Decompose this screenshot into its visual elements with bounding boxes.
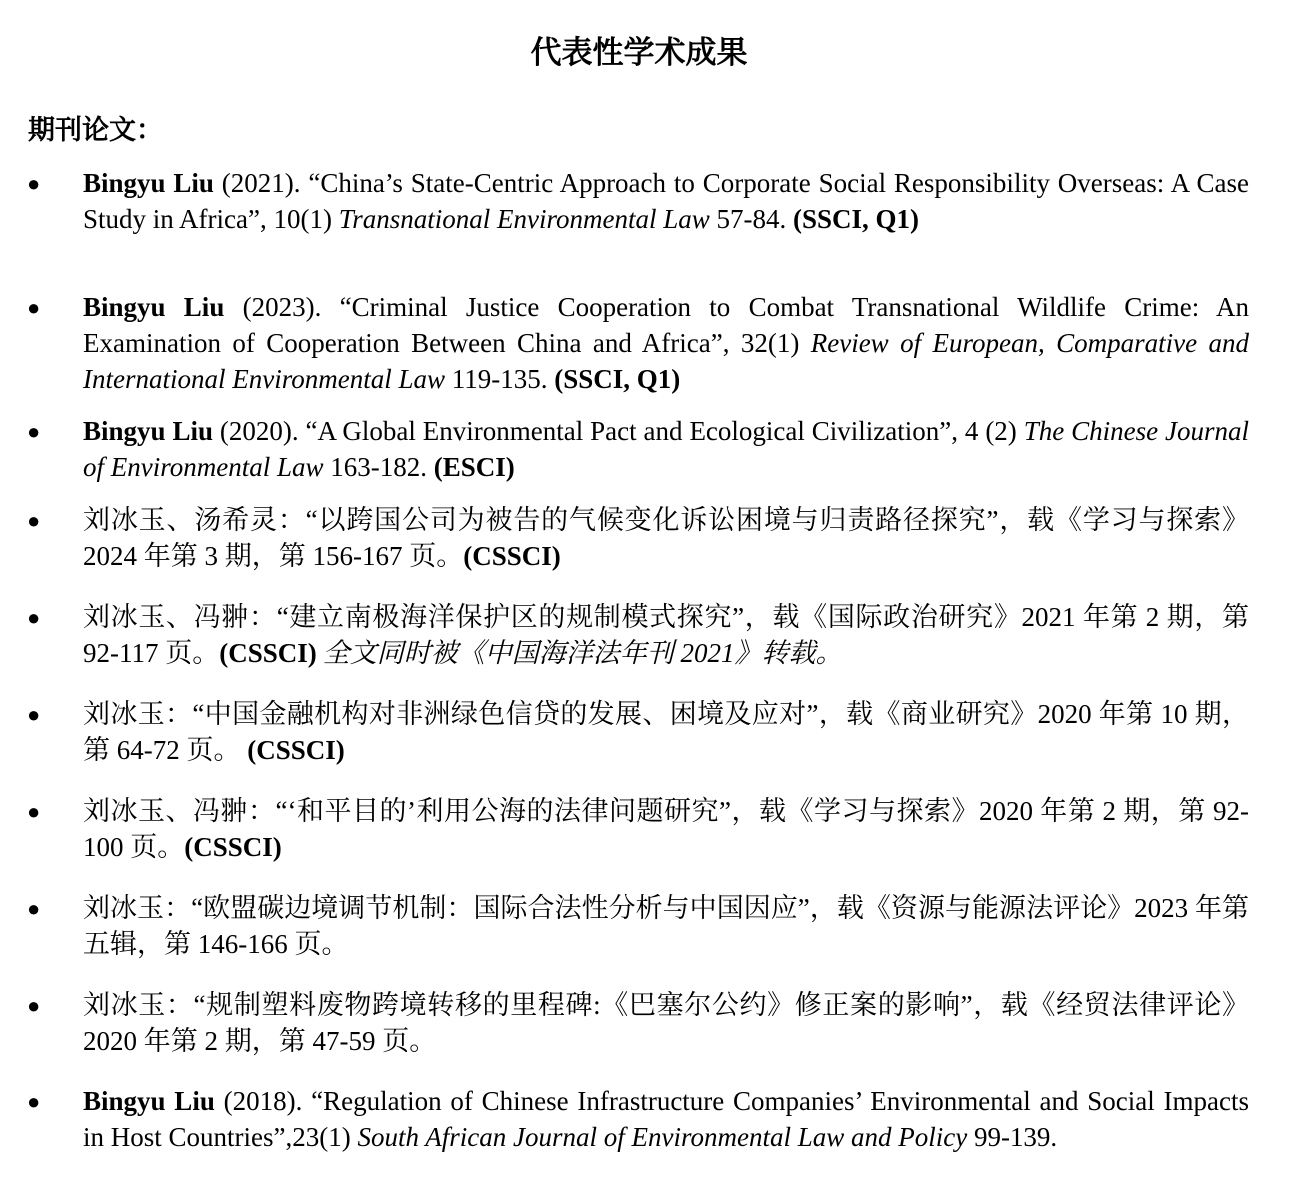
publication-note: 全文同时被《中国海洋法年刊 2021》转载。 <box>322 638 843 668</box>
publication-index: (CSSCI) <box>219 638 317 668</box>
publication-item <box>27 289 1250 397</box>
bullet-icon: ● <box>27 508 41 533</box>
publication-index: (SSCI, Q1) <box>554 364 681 394</box>
publication-index: (ESCI) <box>433 452 515 482</box>
bullet-icon: ● <box>27 419 41 444</box>
publication-index: (CSSCI) <box>463 541 561 571</box>
publication-item <box>27 413 1250 485</box>
bullet-icon: ● <box>27 605 41 630</box>
publication-index: (CSSCI) <box>184 832 282 862</box>
publication-citation: (2018). “Regulation of Chinese Infrastructure Companies’ Environmental and Social Impacts in Host Countries”,23(1) <box>83 1086 1249 1152</box>
publication-item <box>27 696 1249 768</box>
publication-item <box>27 165 1249 237</box>
publication-author: Bingyu Liu <box>83 292 225 322</box>
publication-journal: The Chinese Journal of Environmental Law <box>83 416 1250 482</box>
publication-pages: 99-139. <box>967 1122 1058 1152</box>
publication-journal: South African Journal of Environmental Law and Policy <box>357 1122 968 1152</box>
publication-citation: 刘冰玉、汤希灵：“以跨国公司为被告的气候变化诉讼困境与归责路径探究”，载《学习与探索》2024 年第 3 期，第 156-167 页。 <box>83 505 1249 571</box>
publication-citation: 刘冰玉、冯翀：“‘和平目的’利用公海的法律问题研究”，载《学习与探索》2020 年第 2 期，第 92-100 页。 <box>83 796 1249 862</box>
publication-citation: 刘冰玉：“中国金融机构对非洲绿色信贷的发展、困境及应对”，载《商业研究》2020 年第 10 期，第 64-72 页。 <box>83 699 1249 765</box>
publication-author: Bingyu Liu <box>83 168 214 198</box>
bullet-icon: ● <box>27 171 41 196</box>
bullet-icon: ● <box>27 1089 41 1114</box>
publication-item <box>27 793 1249 865</box>
bullet-icon: ● <box>27 702 41 727</box>
publication-citation: (2023). “Criminal Justice Cooperation to Combat Transnational Wildlife Crime: An Examination of Cooperation Between China and Africa”, 32(1) <box>83 292 1250 358</box>
publication-citation: (2020). “A Global Environmental Pact and Ecological Civilization”, 4 (2) <box>212 416 1024 446</box>
document-title: 代表性学术成果 <box>530 35 748 70</box>
publication-pages: 119-135. <box>444 364 555 394</box>
bullet-icon: ● <box>27 799 41 824</box>
publication-item <box>27 599 1249 671</box>
publication-item <box>27 890 1249 962</box>
publication-citation: 刘冰玉：“欧盟碳边境调节机制：国际合法性分析与中国因应”，载《资源与能源法评论》2023 年第五辑，第 146-166 页。 <box>83 893 1249 959</box>
publication-author: Bingyu Liu <box>83 1086 215 1116</box>
publication-citation: 刘冰玉：“规制塑料废物跨境转移的里程碑:《巴塞尔公约》修正案的影响”，载《经贸法律评论》2020 年第 2 期，第 47-59 页。 <box>83 990 1249 1056</box>
section-heading-journal-articles: 期刊论文： <box>28 115 163 145</box>
publication-item <box>27 987 1249 1059</box>
bullet-icon: ● <box>27 295 41 320</box>
publication-item <box>27 502 1249 574</box>
bullet-icon: ● <box>27 896 41 921</box>
publication-journal: Review of European, Comparative and International Environmental Law <box>83 328 1249 394</box>
publication-pages: 163-182. <box>323 452 434 482</box>
bullet-icon: ● <box>27 993 41 1018</box>
publication-journal: Transnational Environmental Law <box>338 204 710 234</box>
publication-index: (CSSCI) <box>247 735 345 765</box>
publication-citation: (2021). “China’s State-Centric Approach to Corporate Social Responsibility Overseas: A Case Study in Africa”, 10(1) <box>83 168 1249 234</box>
publication-index: (SSCI, Q1) <box>793 204 920 234</box>
publication-author: Bingyu Liu <box>83 416 213 446</box>
publication-pages: 57-84. <box>709 204 793 234</box>
publication-item <box>27 1083 1249 1155</box>
publication-citation: 刘冰玉、冯翀：“建立南极海洋保护区的规制模式探究”，载《国际政治研究》2021 年第 2 期，第 92-117 页。 <box>83 602 1249 668</box>
